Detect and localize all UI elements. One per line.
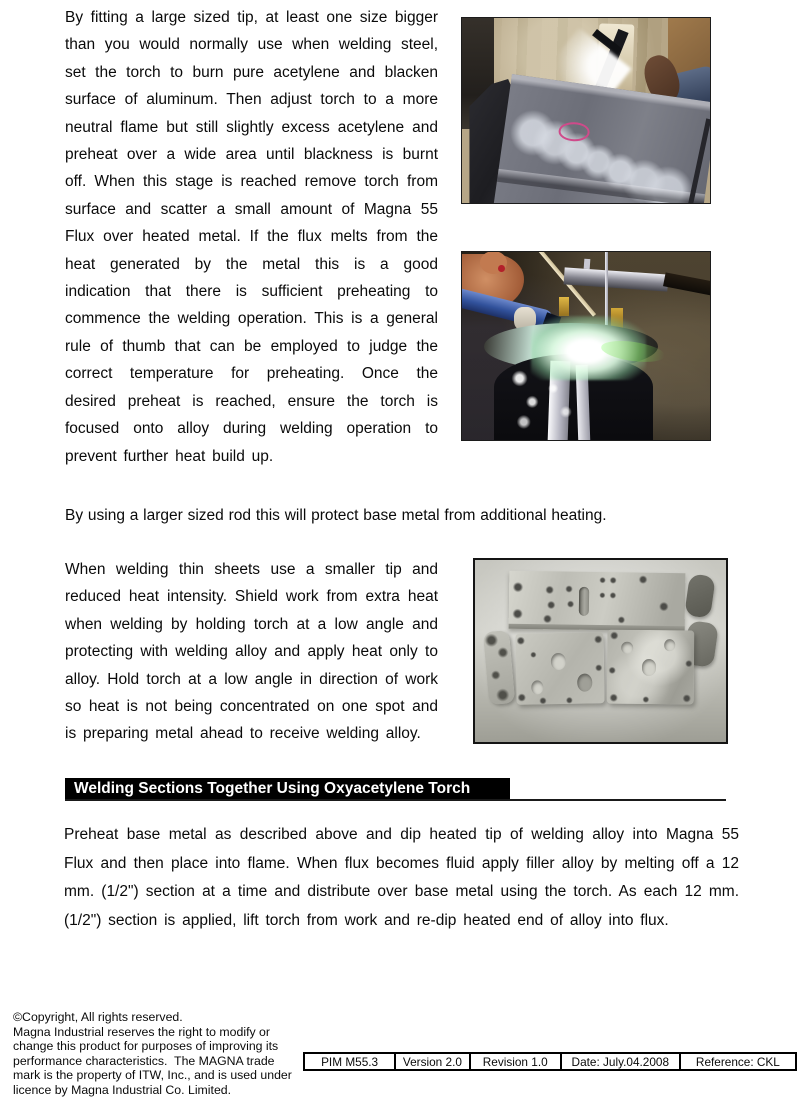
torch-preheating-aluminum-photo	[461, 17, 711, 204]
footer-copyright	[13, 1010, 313, 1098]
paragraph-preheating-instructions: By fitting a large sized tip, at least one size bigger than you would normally use when welding steel, set the torch to burn pure acetylene and blacken surface of aluminum. Then adjust torch to a more neutral flame but still slightly excess acetylene and preheat over a wide area until blackness is burnt off. When this stage is reached remove torch from surface and scatter a small amount of Magna 55 Flux over heated metal. If the flux melts from the heat generated by the metal this is a good indication that there is sufficient preheating to commence the welding operation. This is a general rule of thumb that can be employed to judge the correct temperature for preheating. Once the desired preheat is reached, ensure the torch is focused onto alloy during welding operation to prevent further heat build up.	[65, 9, 438, 465]
plate-hole	[641, 659, 656, 675]
plate-slot	[579, 587, 589, 616]
plate-hole	[551, 653, 566, 670]
copyright-line: Magna Industrial reserves the right to modify or	[13, 1024, 270, 1039]
revision-table	[303, 1052, 797, 1071]
section-heading-rule	[65, 799, 726, 801]
plate-hole	[664, 639, 675, 651]
section-heading-bar	[65, 778, 510, 799]
machined-aluminum-plates-photo	[473, 558, 728, 744]
revision-cell-pim: PIM M55.3	[321, 1054, 379, 1069]
long-aluminum-plate	[508, 571, 684, 632]
square-plate-left	[516, 632, 605, 704]
copyright-line: mark is the property of ITW, Inc., and is used under	[13, 1068, 292, 1083]
plate-hole	[532, 680, 545, 694]
section-heading-label: Welding Sections Together Using Oxyacetylene Torch	[74, 780, 471, 797]
revision-cell-date: Date: July.04.2008	[560, 1054, 679, 1069]
copyright-line: performance characteristics. The MAGNA trade	[13, 1053, 275, 1068]
flux-melt-brazing-photo	[461, 251, 711, 441]
plate-notch	[578, 673, 593, 691]
revision-cell-reference: Reference: CKL	[679, 1054, 795, 1069]
note-larger-rod: By using a larger sized rod this will protect base metal from additional heating.	[65, 507, 607, 524]
pink-marker-outline	[558, 121, 590, 141]
brass-bolt	[559, 297, 569, 316]
copyright-line: change this product for purposes of improving its	[13, 1039, 279, 1054]
copyright-line: ©Copyright, All rights reserved.	[13, 1010, 183, 1024]
copyright-line: licence by Magna Industrial Co. Limited.	[13, 1082, 232, 1097]
revision-cell-revision: Revision 1.0	[469, 1054, 560, 1069]
square-plate-right	[606, 630, 693, 704]
panel-bend-seam	[497, 169, 705, 204]
paragraph-thin-sheets: When welding thin sheets use a smaller tip and reduced heat intensity. Shield work from extra heat when welding by holding torch at a low angle and protecting with welding alloy and apply heat only to alloy. Hold torch at a low angle in direction of work so heat is not being concentrated on one spot and is preparing metal ahead to receive welding alloy.	[65, 561, 438, 743]
paragraph-welding-sections: Preheat base metal as described above and dip heated tip of welding alloy into Magna 55 Flux and then place into flame. When flux becomes fluid apply filler alloy by melting off a 12 mm. (1/2") section at a time and distribute over base metal using the torch. As each 12 mm. (1/2") section is applied, lift torch from work and re-dip heated end of alloy into flux.	[64, 826, 739, 929]
plate-hole	[621, 642, 633, 655]
revision-cell-version: Version 2.0	[394, 1054, 468, 1069]
